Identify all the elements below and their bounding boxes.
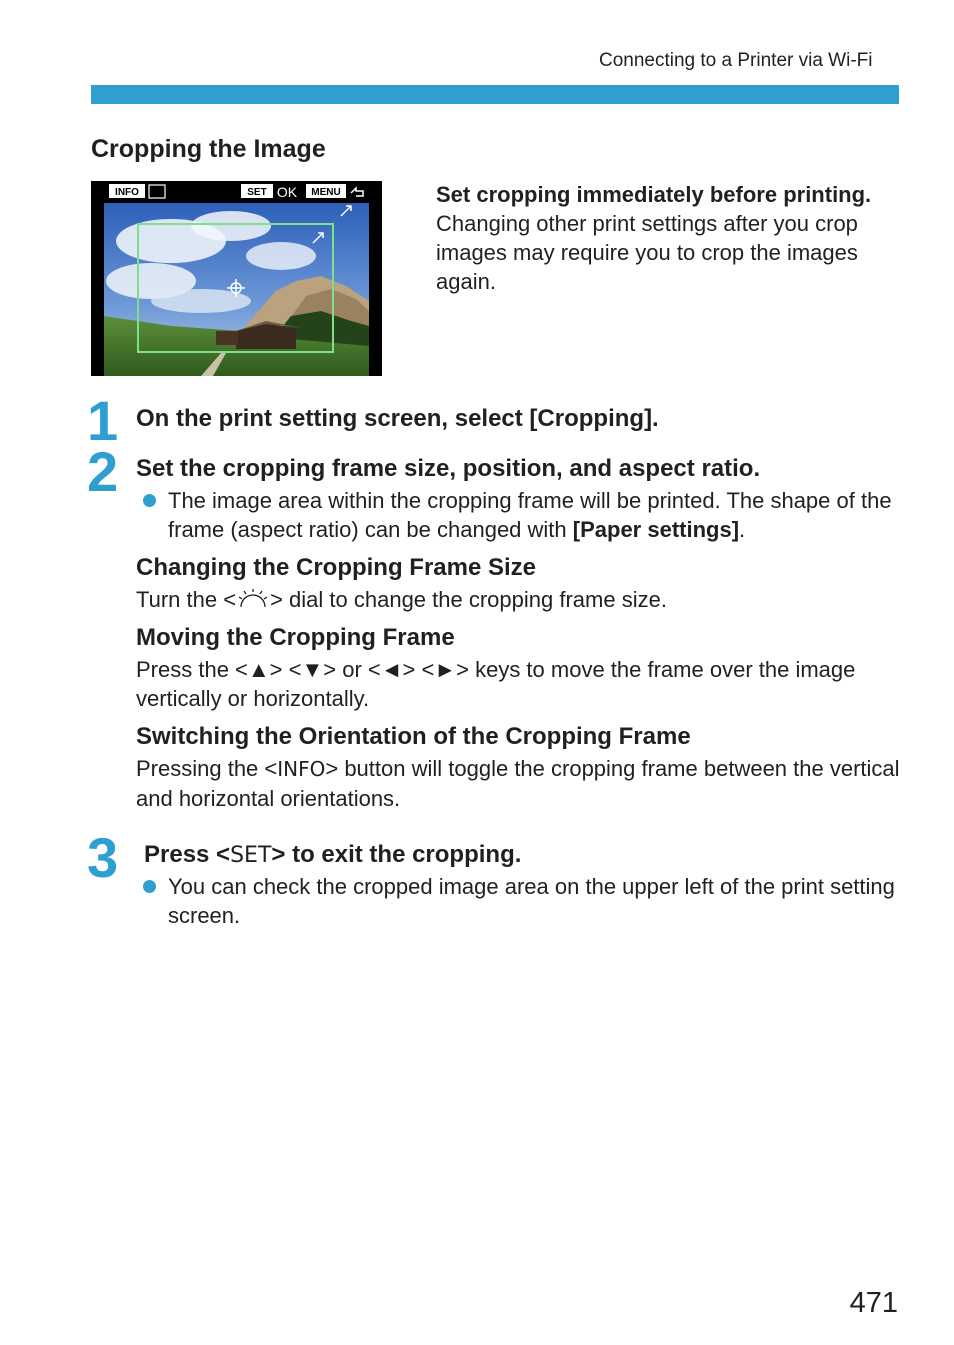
svg-text:INFO: INFO [115,187,139,198]
subsection-move-title: Moving the Cropping Frame [136,624,455,651]
info-button-glyph: INFO [277,757,326,781]
subsection-move-text: Press the <▲> <▼> or <◄> <►> keys to move the frame over the image vertically or horizontally. [136,657,856,711]
camera-screen-illustration [91,181,382,376]
subsection-orient-title: Switching the Orientation of the Cropping Frame [136,723,691,750]
bullet-icon [143,494,156,507]
down-arrow-icon: ▼ [301,657,324,682]
main-dial-icon [236,587,270,616]
landscape-photo [91,181,382,376]
right-arrow-icon: ► [434,657,457,682]
running-header: Connecting to a Printer via Wi-Fi [599,50,873,71]
cropping-note [436,180,904,296]
subsection-orient-text: Pressing the <INFO> button will toggle the cropping frame between the vertical and horizontal orientations. [136,756,900,811]
step-2-bullet: The image area within the cropping frame will be printed. The shape of the frame (aspect ratio) can be changed with [Paper settings]. [168,488,892,542]
step-number-3: 3 [87,826,117,889]
subsection-size-text: Turn the < > dial to change the cropping frame size. [136,585,906,616]
left-arrow-icon: ◄ [380,657,403,682]
svg-text:SET: SET [247,187,267,198]
step-3-title: Press <SET> to exit the cropping. [144,841,522,868]
note-bold: Set cropping immediately before printing. [436,182,872,207]
header-bar [91,85,899,104]
svg-text:MENU: MENU [311,187,341,198]
step-number-1: 1 [87,389,117,452]
step-3-bullet: You can check the cropped image area on the upper left of the print setting screen. [168,874,895,928]
step-1-title: On the print setting screen, select [Cropping]. [136,405,659,432]
page-number: 471 [849,1287,898,1319]
bullet-icon [143,880,156,893]
subsection-size-title: Changing the Cropping Frame Size [136,554,537,581]
note-text: Changing other print settings after you crop images may require you to crop the images again. [436,211,858,294]
set-button-glyph: SET [230,843,272,868]
section-title: Cropping the Image [91,135,326,163]
step-number-2: 2 [87,440,117,503]
up-arrow-icon: ▲ [247,657,270,682]
step-2-title: Set the cropping frame size, position, and aspect ratio. [136,455,761,482]
svg-text:OK: OK [276,184,298,200]
